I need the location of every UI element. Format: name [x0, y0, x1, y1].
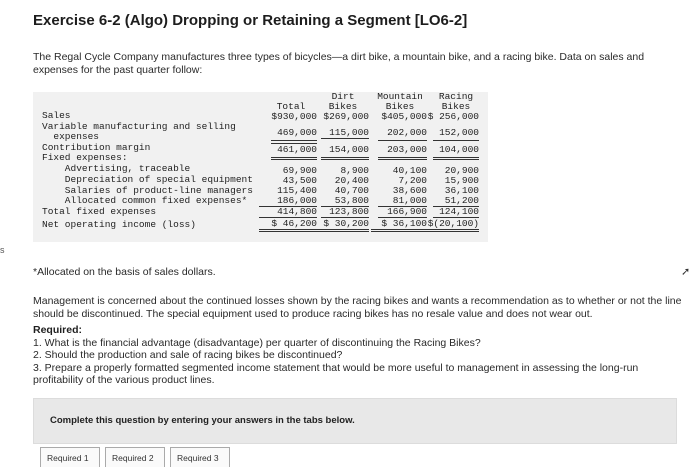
dirt-net-operating-income: $ 30,200 — [317, 219, 369, 232]
dirt-contribution-margin: 154,000 — [329, 144, 369, 155]
row-label-salaries: Salaries of product-line managers — [42, 185, 253, 196]
total-sales: $930,000 — [271, 111, 317, 122]
total-variable: 469,000 — [277, 127, 317, 138]
row-label-allocated: Allocated common fixed expenses* — [42, 195, 248, 206]
tab-required-3[interactable]: Required 3 — [170, 447, 230, 467]
instructions-box — [33, 398, 677, 444]
mountain-variable: 202,000 — [387, 127, 427, 138]
mountain-advertising: 40,100 — [392, 165, 427, 176]
header-racing-1: Racing — [438, 91, 474, 102]
intro-paragraph: The Regal Cycle Company manufactures three types of bicycles—a dirt bike, a mountain bike, and a racing bike. Data on sales and expenses for the past quarter follow: — [33, 51, 645, 76]
mountain-contribution-margin: 203,000 — [387, 144, 427, 155]
instructions-text: Complete this question by entering your answers in the tabs below. — [50, 415, 355, 426]
row-label-depreciation: Depreciation of special equipment — [42, 174, 253, 185]
total-net-operating-income: $ 46,200 — [259, 219, 317, 232]
mountain-sales: $405,000 — [381, 111, 427, 122]
dirt-advertising: 8,900 — [340, 165, 369, 176]
racing-total-fixed: 124,100 — [433, 207, 479, 218]
racing-variable-underline — [433, 128, 479, 141]
exercise-title: Exercise 6-2 (Algo) Dropping or Retaining a Segment [LO6-2] — [33, 12, 468, 29]
row-label-variable-cont: expenses — [42, 131, 100, 142]
cursor-arrow-icon: ➚ — [681, 266, 691, 278]
mountain-allocated: 81,000 — [378, 196, 427, 207]
total-advertising: 69,900 — [282, 165, 317, 176]
dirt-sales: $269,000 — [323, 111, 369, 122]
total-contribution-margin: 461,000 — [277, 144, 317, 155]
racing-contribution-margin: 104,000 — [439, 144, 479, 155]
dirt-allocated: 53,800 — [321, 196, 369, 207]
racing-net-operating-income: $(20,100) — [427, 219, 479, 232]
required-item-3: 3. Prepare a properly formatted segmented income statement that would be more useful to management in assessing the long-run profitability of the various product lines. — [33, 361, 639, 386]
racing-variable: 152,000 — [439, 127, 479, 138]
required-heading: Required: — [33, 324, 83, 336]
dirt-total-fixed: 123,800 — [321, 207, 369, 218]
total-depreciation: 43,500 — [282, 175, 317, 186]
row-label-sales: Sales — [42, 110, 71, 121]
tab-required-1[interactable]: Required 1 — [40, 447, 100, 467]
income-statement-table — [33, 92, 488, 242]
total-variable-underline — [271, 128, 317, 141]
row-label-advertising: Advertising, traceable — [42, 163, 191, 174]
cm-bottom-rule-total — [271, 157, 317, 160]
header-dirt-1: Dirt — [331, 91, 355, 102]
required-list — [33, 337, 683, 386]
cm-bottom-rule-mountain — [378, 157, 427, 160]
edge-mark: s — [0, 245, 5, 255]
racing-advertising: 20,900 — [444, 165, 479, 176]
cm-top-rule-total — [271, 143, 317, 144]
required-item-2: 2. Should the production and sale of racing bikes be discontinued? — [33, 349, 343, 362]
dirt-depreciation: 20,400 — [334, 175, 369, 186]
dirt-variable: 115,000 — [321, 128, 369, 139]
cm-bottom-rule-racing — [433, 157, 479, 160]
header-racing-2: Bikes — [441, 101, 471, 112]
header-mountain-2: Bikes — [385, 101, 415, 112]
racing-salaries: 36,100 — [444, 185, 479, 196]
racing-allocated: 51,200 — [433, 196, 479, 207]
row-label-variable: Variable manufacturing and selling — [42, 121, 236, 132]
header-dirt-2: Bikes — [328, 101, 358, 112]
mountain-variable-underline — [378, 128, 427, 141]
dirt-salaries: 40,700 — [334, 185, 369, 196]
mountain-depreciation: 7,200 — [398, 175, 427, 186]
total-allocated: 186,000 — [259, 196, 317, 207]
tab-required-2[interactable]: Required 2 — [105, 447, 165, 467]
management-paragraph: Management is concerned about the continued losses shown by the racing bikes and wants a recommendation as to whether or not the line should be discontinued. The special equipment used to produce racing bikes has no resale value and does not wear out. — [33, 295, 682, 320]
total-total-fixed: 414,800 — [259, 207, 317, 218]
mountain-total-fixed: 166,900 — [378, 207, 427, 218]
row-label-fixed-expenses: Fixed expenses: — [42, 152, 128, 163]
racing-depreciation: 15,900 — [444, 175, 479, 186]
row-label-total-fixed: Total fixed expenses — [42, 206, 157, 217]
footnote: *Allocated on the basis of sales dollars. — [33, 266, 216, 278]
required-item-1: 1. What is the financial advantage (disadvantage) per quarter of discontinuing the Racing Bikes? — [33, 337, 481, 349]
header-total: Total — [276, 101, 306, 112]
mountain-salaries: 38,600 — [392, 185, 427, 196]
mountain-net-operating-income: $ 36,100 — [371, 219, 427, 232]
row-label-net-operating-income: Net operating income (loss) — [42, 219, 196, 230]
cm-bottom-rule-dirt — [321, 157, 369, 160]
row-label-contribution-margin: Contribution margin — [42, 142, 151, 153]
header-mountain-1: Mountain — [377, 91, 423, 102]
total-salaries: 115,400 — [277, 185, 317, 196]
racing-sales: $ 256,000 — [427, 111, 479, 122]
